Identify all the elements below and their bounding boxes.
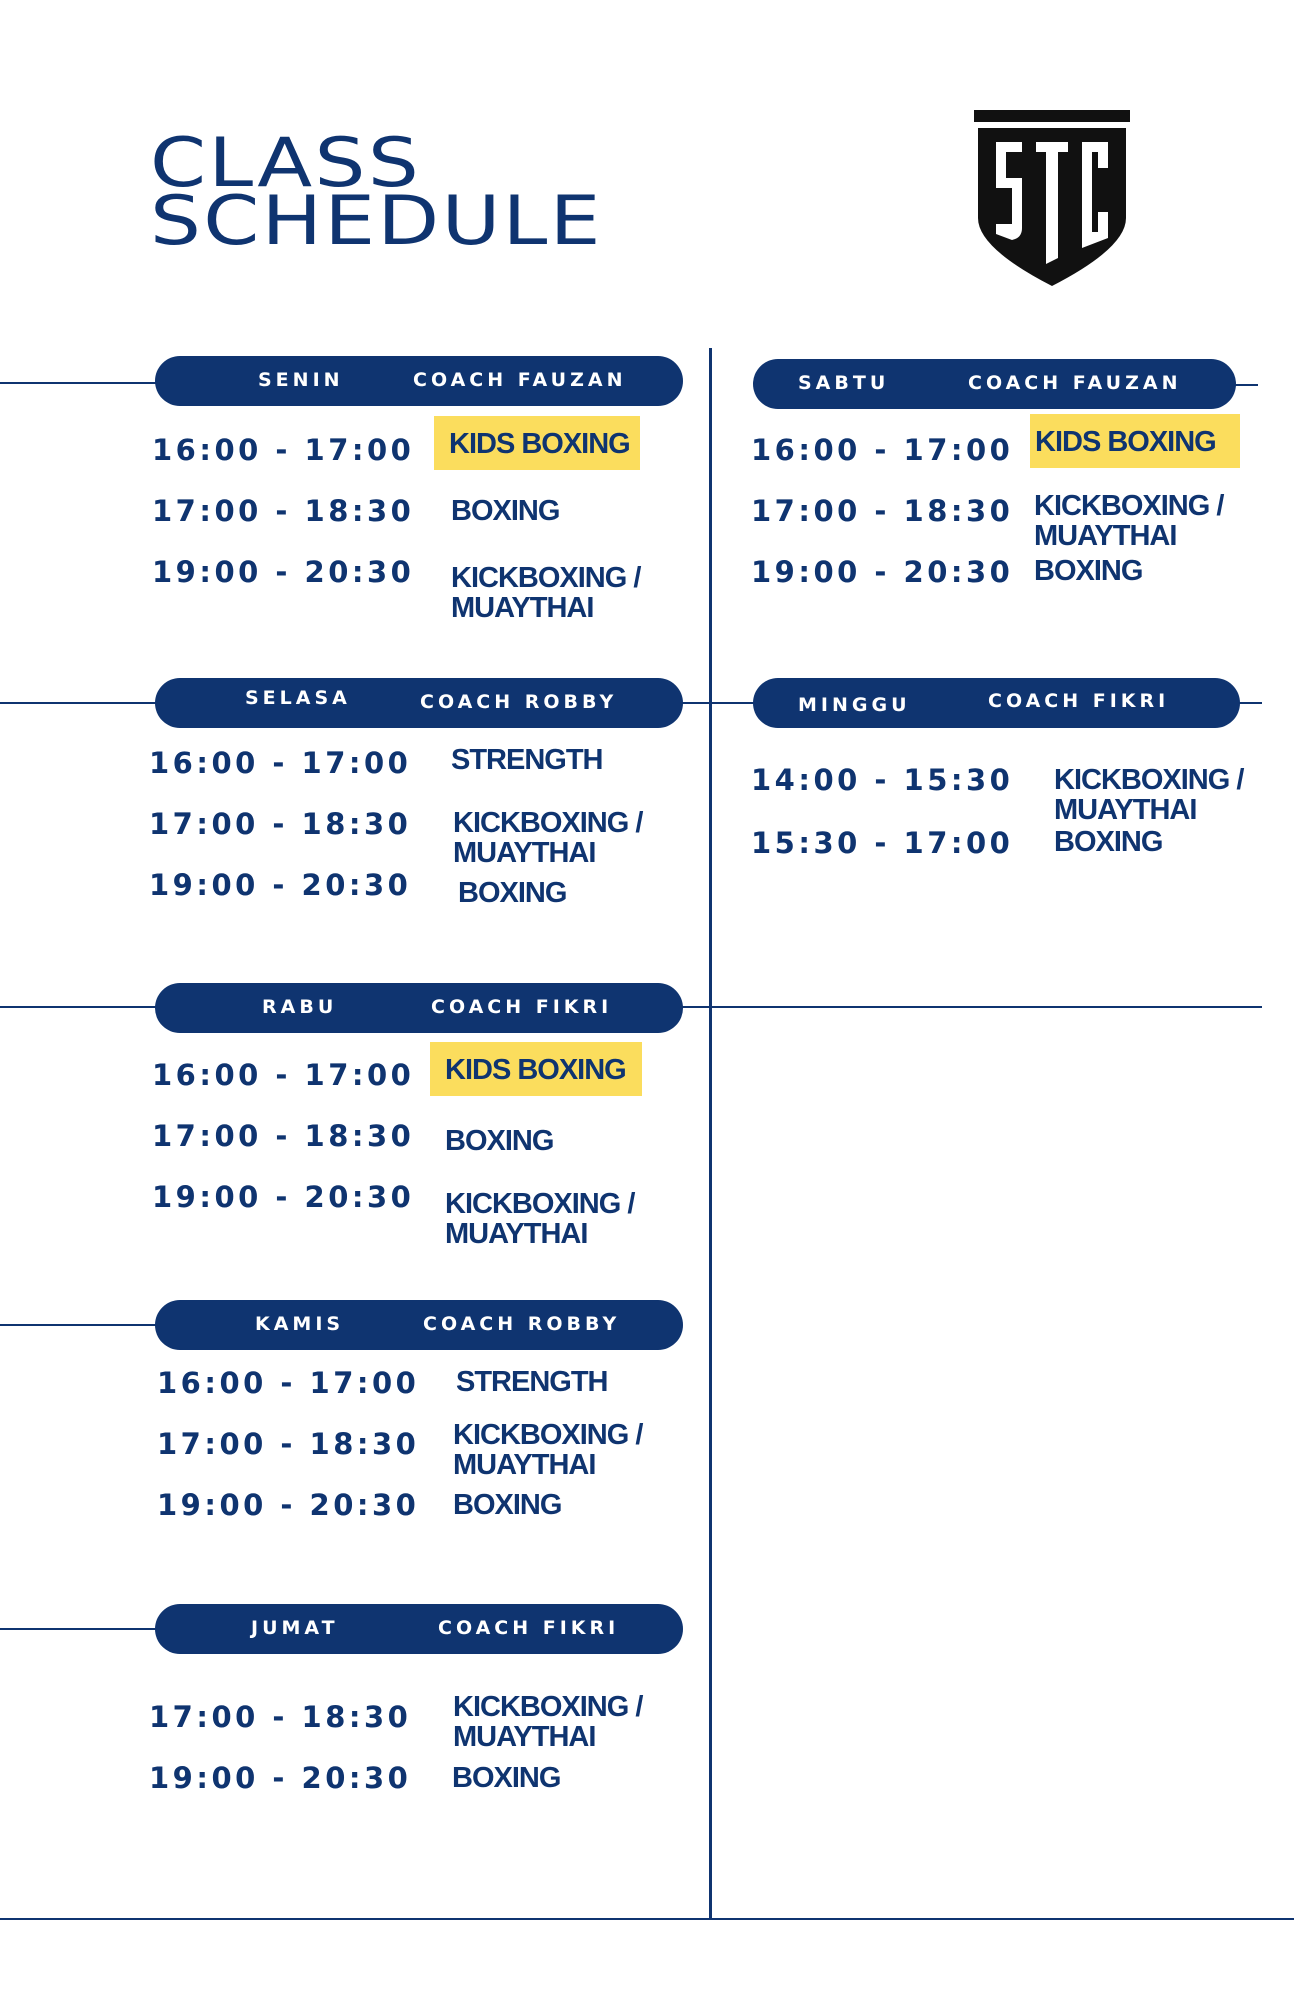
class-time: 19:00 - 20:30: [751, 555, 1014, 589]
class-name-line-2: MUAYTHAI: [453, 1449, 596, 1481]
row-line-jumat: [0, 1628, 160, 1630]
row-line-selasa: [0, 702, 160, 704]
coach-label: COACH FIKRI: [438, 1617, 620, 1639]
class-time: 19:00 - 20:30: [157, 1488, 420, 1522]
class-name: [1030, 427, 1240, 457]
class-name-line-2: MUAYTHAI: [1034, 520, 1177, 552]
class-time: 17:00 - 18:30: [157, 1427, 420, 1461]
class-time: 19:00 - 20:30: [149, 1761, 412, 1795]
class-name-line-1: KICKBOXING /: [453, 1419, 643, 1451]
class-name: [453, 1692, 642, 1752]
class-name: [453, 1420, 642, 1480]
day-label: SENIN: [258, 369, 344, 391]
row-line-senin: [0, 382, 160, 384]
class-time: 17:00 - 18:30: [751, 494, 1014, 528]
class-time: 16:00 - 17:00: [751, 433, 1014, 467]
class-time: 17:00 - 18:30: [149, 807, 412, 841]
day-label: MINGGU: [798, 694, 911, 716]
row-line-rabu-right: [680, 1006, 1262, 1008]
class-name-line-2: MUAYTHAI: [445, 1218, 588, 1250]
title-line-1: CLASS: [150, 124, 422, 203]
class-time: 14:00 - 15:30: [751, 763, 1014, 797]
class-name-line-1: KICKBOXING /: [445, 1188, 635, 1220]
kids-boxing-highlight: KIDS BOXING: [1030, 414, 1240, 468]
class-time: 17:00 - 18:30: [149, 1700, 412, 1734]
class-name-line-2: MUAYTHAI: [1054, 794, 1197, 826]
stc-logo: [972, 108, 1132, 288]
kids-boxing-highlight: KIDS BOXING: [434, 416, 640, 470]
class-name-line-1: KICKBOXING /: [453, 1691, 643, 1723]
class-name-line-1: KICKBOXING /: [1054, 764, 1244, 796]
day-label: RABU: [262, 996, 338, 1018]
class-name-line-2: MUAYTHAI: [453, 837, 596, 869]
row-line-selasa-right: [680, 702, 760, 704]
bottom-line: [0, 1918, 1294, 1920]
title-line-2: SCHEDULE: [150, 182, 603, 261]
coach-label: COACH FIKRI: [988, 690, 1170, 712]
class-time: 17:00 - 18:30: [152, 1119, 415, 1153]
class-name: BOXING: [1054, 826, 1163, 858]
day-label: SELASA: [245, 687, 351, 709]
class-time: 19:00 - 20:30: [152, 555, 415, 589]
class-name: [453, 808, 642, 868]
day-header-minggu: [753, 678, 1240, 728]
day-header-jumat: [155, 1604, 683, 1654]
class-name-line-1: KICKBOXING /: [451, 562, 641, 594]
class-time: 16:00 - 17:00: [152, 1058, 415, 1092]
day-label: SABTU: [798, 372, 890, 394]
class-name: STRENGTH: [456, 1366, 608, 1398]
class-name: BOXING: [452, 1762, 561, 1794]
class-name: BOXING: [1034, 555, 1143, 587]
kids-boxing-highlight: KIDS BOXING: [430, 1042, 642, 1096]
column-divider: [709, 348, 712, 1919]
class-time: 16:00 - 17:00: [149, 746, 412, 780]
class-name: BOXING: [445, 1125, 554, 1157]
class-name-line-1: KICKBOXING /: [1034, 490, 1224, 522]
day-header-rabu: [155, 983, 683, 1033]
day-label: KAMIS: [255, 1313, 345, 1335]
class-name: [434, 429, 640, 459]
class-time: 19:00 - 20:30: [152, 1180, 415, 1214]
class-name: BOXING: [458, 877, 567, 909]
day-header-kamis: [155, 1300, 683, 1350]
class-name-line-2: MUAYTHAI: [453, 1721, 596, 1753]
class-name: [451, 563, 640, 623]
day-header-senin: [155, 356, 683, 406]
class-time: 17:00 - 18:30: [152, 494, 415, 528]
day-label: JUMAT: [251, 1617, 339, 1639]
class-name-line-2: MUAYTHAI: [451, 592, 594, 624]
row-line-rabu: [0, 1006, 160, 1008]
class-time: 19:00 - 20:30: [149, 868, 412, 902]
class-name: [445, 1189, 634, 1249]
class-name-line-1: KICKBOXING /: [453, 807, 643, 839]
class-time: 16:00 - 17:00: [157, 1366, 420, 1400]
class-name: [1034, 491, 1223, 551]
coach-label: COACH ROBBY: [423, 1313, 621, 1335]
class-name: STRENGTH: [451, 744, 603, 776]
day-header-selasa: [155, 678, 683, 728]
class-name: [1054, 765, 1243, 825]
coach-label: COACH FAUZAN: [968, 372, 1182, 394]
class-time: 15:30 - 17:00: [751, 826, 1014, 860]
row-line-kamis: [0, 1324, 160, 1326]
page-title: [150, 124, 603, 261]
coach-label: COACH ROBBY: [420, 691, 618, 713]
coach-label: COACH FAUZAN: [413, 369, 627, 391]
class-time: 16:00 - 17:00: [152, 433, 415, 467]
class-name: [430, 1055, 642, 1085]
coach-label: COACH FIKRI: [431, 996, 613, 1018]
class-name: BOXING: [453, 1489, 562, 1521]
day-header-sabtu: [753, 359, 1236, 409]
class-name: BOXING: [451, 495, 560, 527]
